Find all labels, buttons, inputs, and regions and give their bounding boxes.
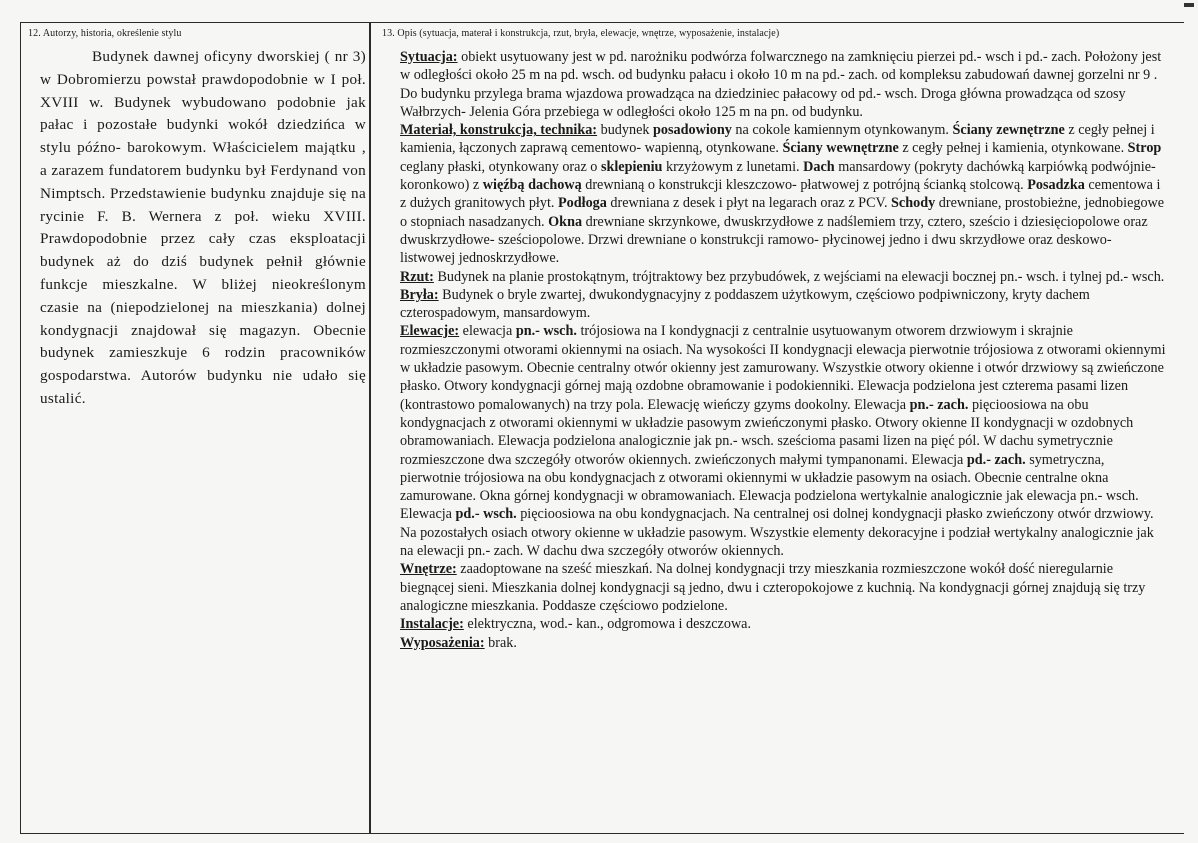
column-divider (369, 22, 371, 833)
section-instalacje: Instalacje: elektryczna, wod.- kan., odgromowa i deszczowa. (400, 616, 752, 633)
history-text (40, 46, 366, 411)
section-wyposazenia: Wyposażenia: brak. (400, 634, 517, 651)
right-column-header: 13. Opis (sytuacja, materał i konstrukcja, rzut, bryła, elewacje, wnętrze, wyposażenie, instalacje) (382, 28, 780, 39)
section-label: Sytuacja: (400, 49, 458, 65)
section-material: Materiał, konstrukcja, technika: budynek posadowiony na cokole kamiennym otynkowanym. Ściany zewnętrzne z cegły pełnej i kamienia, łączonych zaprawą cementowo- wapienną, otynkowane. Ściany wewnętrzne z cegły pełnej i kamienia, otynkowane. Strop ceglany płaski, otynkowany oraz o sklepieniu krzyżowym z lunetami. Dach mansardowy (pokryty dachówką karpiówką podwójnie- koronkowo) z więźbą dachową drewnianą o konstrukcji kleszczowo- płatwowej z potrójną ścianką stolcową. Posadzka cementowa i z dużych granitowych płyt. Podłoga drewniana z desek i płyt na legarach oraz z PCV. Schody drewniane, prostobieżne, jednobiegowe o stopniach nasadzanych. Okna drewniane skrzynkowe, dwuskrzydłowe z nadślemiem trzy, cztero, sześcio i dziesięciopolowe oraz dwuskrzydłowe- sześciopolowe. Drzwi drewniane o konstrukcji ramowo- płycinowej jedno i dwu skrzydłowe oraz deskowo- listwowej jednoskrzydłowe. (400, 122, 1165, 267)
left-column-header: 12. Autorzy, historia, określenie stylu (28, 28, 182, 39)
section-label: Rzut: (400, 268, 434, 285)
section-label: Wyposażenia: (400, 634, 485, 651)
description-text (400, 48, 1168, 652)
section-label: Elewacje: (400, 323, 460, 340)
section-bryla: Bryła: Budynek o bryle zwartej, dwukondygnacyjny z poddaszem użytkowym, częściowo podpiwniczony, kryty dachem czterospadowym, mansardowym. (400, 286, 1090, 322)
section-rzut: Rzut: Budynek na planie prostokątnym, trójtraktowy bez przybudówek, z wejściami na elewacji bocznej pn.- wsch. i tylnej pd.- wsch. (400, 268, 1165, 285)
section-label: Bryła: (400, 286, 439, 303)
history-paragraph: Budynek dawnej oficyny dworskiej ( nr 3) w Dobromierzu powstał prawdopodobnie w I poł. XVIII w. Budynek wybudowano podobnie jak pałac i pozostałe budynki wokół dziedzińca w stylu późno- barokowym. Właścicielem majątku , a zarazem fundatorem budynku był Ferdynand von Nimptsch. Przedstawienie budynku znajduje się na rycinie F. B. Wernera z poł. wieku XVIII. Prawdopodobnie przez cały czas eksploatacji budynek aż do dziś budynek pełnił głównie funkcje mieszkalne. W bliżej nieokreślonym czasie na (niepodzielonej na mieszkania) dolnej kondygnacji znajdował się magazyn. Obecnie budynek zamieszkuje 6 rodzin pracowników gospodarstwa. Autorów budynku nie udało się ustalić. (40, 48, 366, 407)
section-label: Wnętrze: (400, 561, 457, 578)
section-label: Instalacje: (400, 616, 464, 633)
section-label: Materiał, konstrukcja, technika: (400, 122, 598, 139)
section-wnetrze: Wnętrze: zaadoptowane na sześć mieszkań. Na dolnej kondygnacji trzy mieszkania rozmieszczone wokół dość nieregularnie biegnącej sieni. Mieszkania dolnej kondygnacji są jedno, dwu i czteropokojowe z kuchnią. Na kondygnacji górnej znajdują się trzy analogiczne mieszkania. Poddasze częściowo podzielone. (400, 561, 1146, 614)
section-elewacje: Elewacje: elewacja pn.- wsch. trójosiowa na I kondygnacji z centralnie usytuowanym otworem drzwiowym i skrajnie rozmieszczonymi otworami okiennymi na osiach. Na wysokości II kondygnacji elewacja pierwotnie trójosiowa z otworami okiennymi w układzie pasowym. Obecnie centralny otwór okienny jest zamurowany. Wszystkie otwory okienne i otwór drzwiowy są zwieńczone płasko. Otwory kondygnacji górnej mają ozdobne obramowanie i podokienniki. Elewacja podzielona jest czterema pasami lizen (kontrastowo pomalowanych) na trzy pola. Elewację wieńczy gzyms dookolny. Elewacja pn.- zach. pięcioosiowa na obu kondygnacjach z otworami okiennymi w układzie pasowym zwieńczonymi płasko. Otwory okienne II kondygnacji w ozdobnych obramowaniach. Elewacja podzielona analogicznie jak pn.- wsch. sześcioma pasami lizen na pięć pól. W dachu symetrycznie rozmieszczone dwa szczegóły otworów okiennych. zwieńczonych małymi tympanonami. Elewacja pd.- zach. symetryczna, pierwotnie trójosiowa na obu kondygnacjach z otworami okiennymi w układzie pasowym na osiach. Obecnie centralne okna zamurowane. Okna górnej kondygnacji w obramowaniach. Elewacja podzielona wertykalnie analogicznie jak elewacja pn.- wsch. Elewacja pd.- wsch. pięcioosiowa na obu kondygnacjach. Na centralnej osi dolnej kondygnacji płasko zwieńczony otwór drzwiowy. Na pozostałych osiach otwory okienne w układzie pasowym. Wszystkie elementy dekoracyjne i podział wertykalny analogicznie jak na elewacji pn.- zach. W dachu dwa szczegóły otworów okiennych. (400, 323, 1166, 560)
section-sytuacja: Sytuacja: obiekt usytuowany jest w pd. narożniku podwórza folwarcznego na zamknięciu pierzei pd.- wsch i pd.- zach. Położony jest w odległości około 25 m na pd. wsch. od budynku pałacu i około 10 m na pd.- zach. od kompleksu zabudowań dawnej gorzelni nr 9 . Do budynku przylega brama wjazdowa prowadząca na dziedziniec pałacowy od pd.- wsch. Droga główna prowadząca od szosy Wałbrzych- Jelenia Góra przebiega w odległości około 125 m na pn. od budynku. (400, 49, 1162, 120)
corner-mark (1184, 3, 1194, 7)
